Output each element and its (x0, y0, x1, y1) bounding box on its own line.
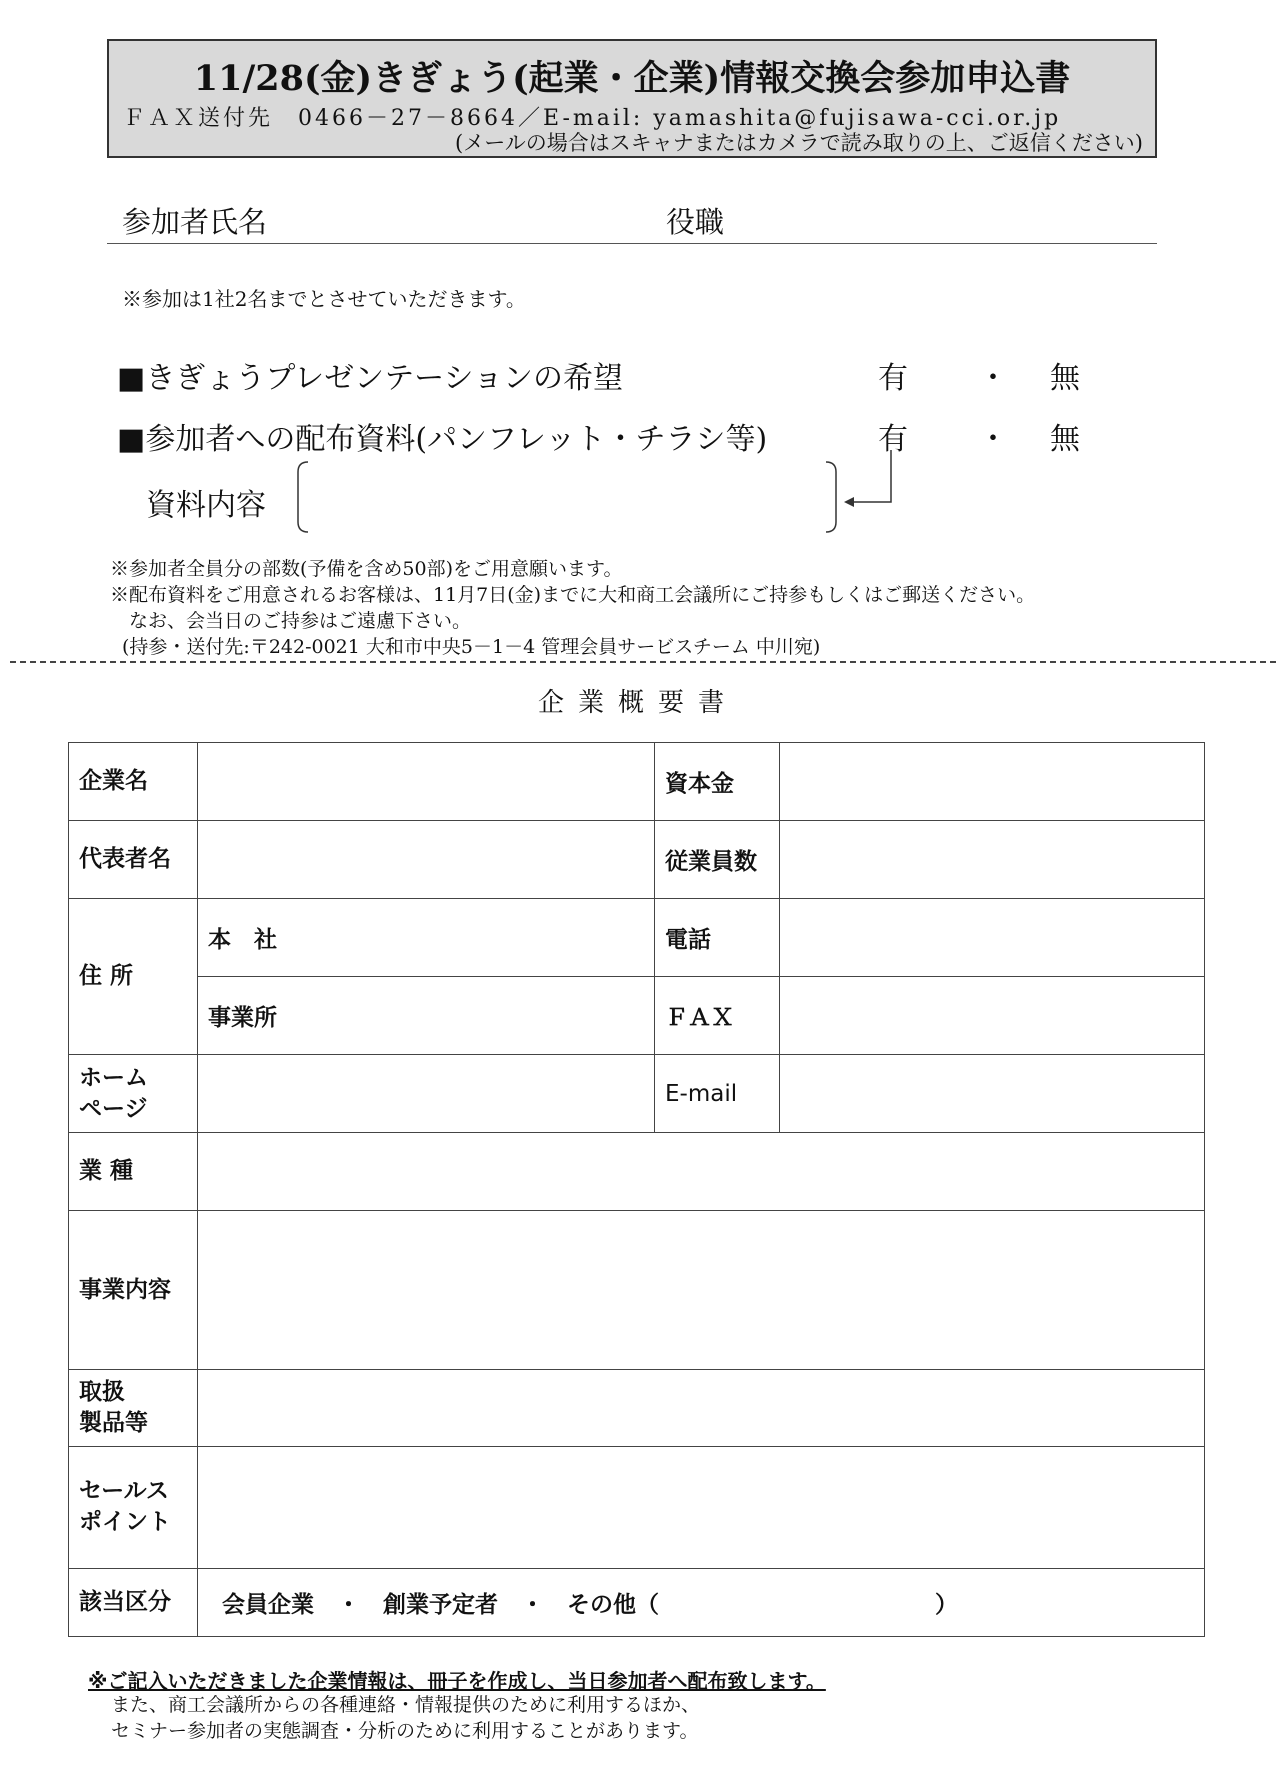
bracket-arrow-graphic (298, 462, 918, 542)
company-name-label: 企業名 (69, 743, 198, 821)
footer-usage-note: また、商工会議所からの各種連絡・情報提供のために利用するほか、 (111, 1694, 701, 1716)
fax-email-line: ＦＡＸ送付先 0466－27－8664／E-mail: yamashita@fujisawa-cci.or.jp (123, 106, 1062, 131)
presentation-yes[interactable]: 有 (878, 361, 908, 396)
materials-no[interactable]: 無 (1050, 422, 1080, 457)
category-label: 該当区分 (69, 1568, 198, 1636)
homepage-label: ホーム ページ (69, 1055, 198, 1133)
participant-name-field[interactable] (107, 243, 1157, 244)
materials-yes[interactable]: 有 (878, 422, 908, 457)
branch-field[interactable] (198, 977, 655, 1055)
representative-label: 代表者名 (69, 821, 198, 899)
employees-field[interactable] (780, 821, 1205, 899)
phone-field[interactable] (780, 899, 1205, 977)
presentation-no[interactable]: 無 (1050, 361, 1080, 396)
sales-point-field[interactable] (198, 1446, 1205, 1568)
homepage-field[interactable] (198, 1055, 655, 1133)
footer-survey-note: セミナー参加者の実態調査・分析のために利用することがあります。 (111, 1720, 699, 1742)
company-overview-table (68, 742, 1205, 1637)
same-day-note: なお、会当日のご持参はご遠慮下さい。 (110, 610, 472, 632)
business-label: 事業内容 (69, 1211, 198, 1369)
products-field[interactable] (198, 1369, 1205, 1446)
materials-dot: ・ (978, 422, 1008, 457)
business-field[interactable] (198, 1211, 1205, 1369)
cut-line (10, 661, 1276, 663)
phone-label: 電話 (655, 899, 780, 977)
position-label: 役職 (666, 205, 725, 239)
materials-content-field[interactable] (298, 462, 836, 532)
presentation-dot: ・ (978, 361, 1008, 396)
copies-note: ※参加者全員分の部数(予備を含め50部)をご用意願います。 (110, 558, 623, 580)
industry-field[interactable] (198, 1133, 1205, 1211)
materials-content-label: 資料内容 (146, 488, 266, 523)
address-note: (持参・送付先:〒242-0021 大和市中央5－1－4 管理会員サービスチーム 中川宛) (122, 636, 821, 658)
employees-label: 従業員数 (655, 821, 780, 899)
submission-note: ※配布資料をご用意されるお客様は、11月7日(金)までに大和商工会議所にご持参もしくはご郵送ください。 (110, 584, 1036, 606)
products-label: 取扱 製品等 (69, 1369, 198, 1446)
overview-title: 企業概要書 (537, 688, 738, 718)
email-field[interactable] (780, 1055, 1205, 1133)
form-title: 11/28(金)きぎょう(起業・企業)情報交換会参加申込書 (193, 58, 1071, 99)
company-name-field[interactable] (198, 743, 655, 821)
fax-field[interactable] (780, 977, 1205, 1055)
address-label: 住 所 (69, 899, 198, 1055)
participant-name-label: 参加者氏名 (122, 205, 268, 239)
presentation-option-label: ■きぎょうプレゼンテーションの希望 (117, 361, 623, 396)
header-box (107, 39, 1157, 158)
email-label: E-mail (655, 1055, 780, 1133)
industry-label: 業 種 (69, 1133, 198, 1211)
fax-label: ＦＡＸ (655, 977, 780, 1055)
participation-limit-note: ※参加は1社2名までとさせていただきます。 (122, 287, 526, 311)
capital-field[interactable] (780, 743, 1205, 821)
capital-label: 資本金 (655, 743, 780, 821)
reply-note: (メールの場合はスキャナまたはカメラで読み取りの上、ご返信ください) (455, 131, 1143, 155)
branch-label: 事業所 (208, 1005, 277, 1032)
footer-notice-text: ※ご記入いただきました企業情報は、冊子を作成し、当日参加者へ配布致します。 (88, 1669, 826, 1693)
materials-option-label: ■参加者への配布資料(パンフレット・チラシ等) (117, 422, 768, 457)
head-office-field[interactable] (198, 899, 655, 977)
representative-field[interactable] (198, 821, 655, 899)
head-office-label: 本 社 (208, 927, 277, 954)
category-options[interactable]: 会員企業 ・ 創業予定者 ・ その他（ ） (198, 1568, 1205, 1636)
sales-point-label: セールス ポイント (69, 1446, 198, 1568)
